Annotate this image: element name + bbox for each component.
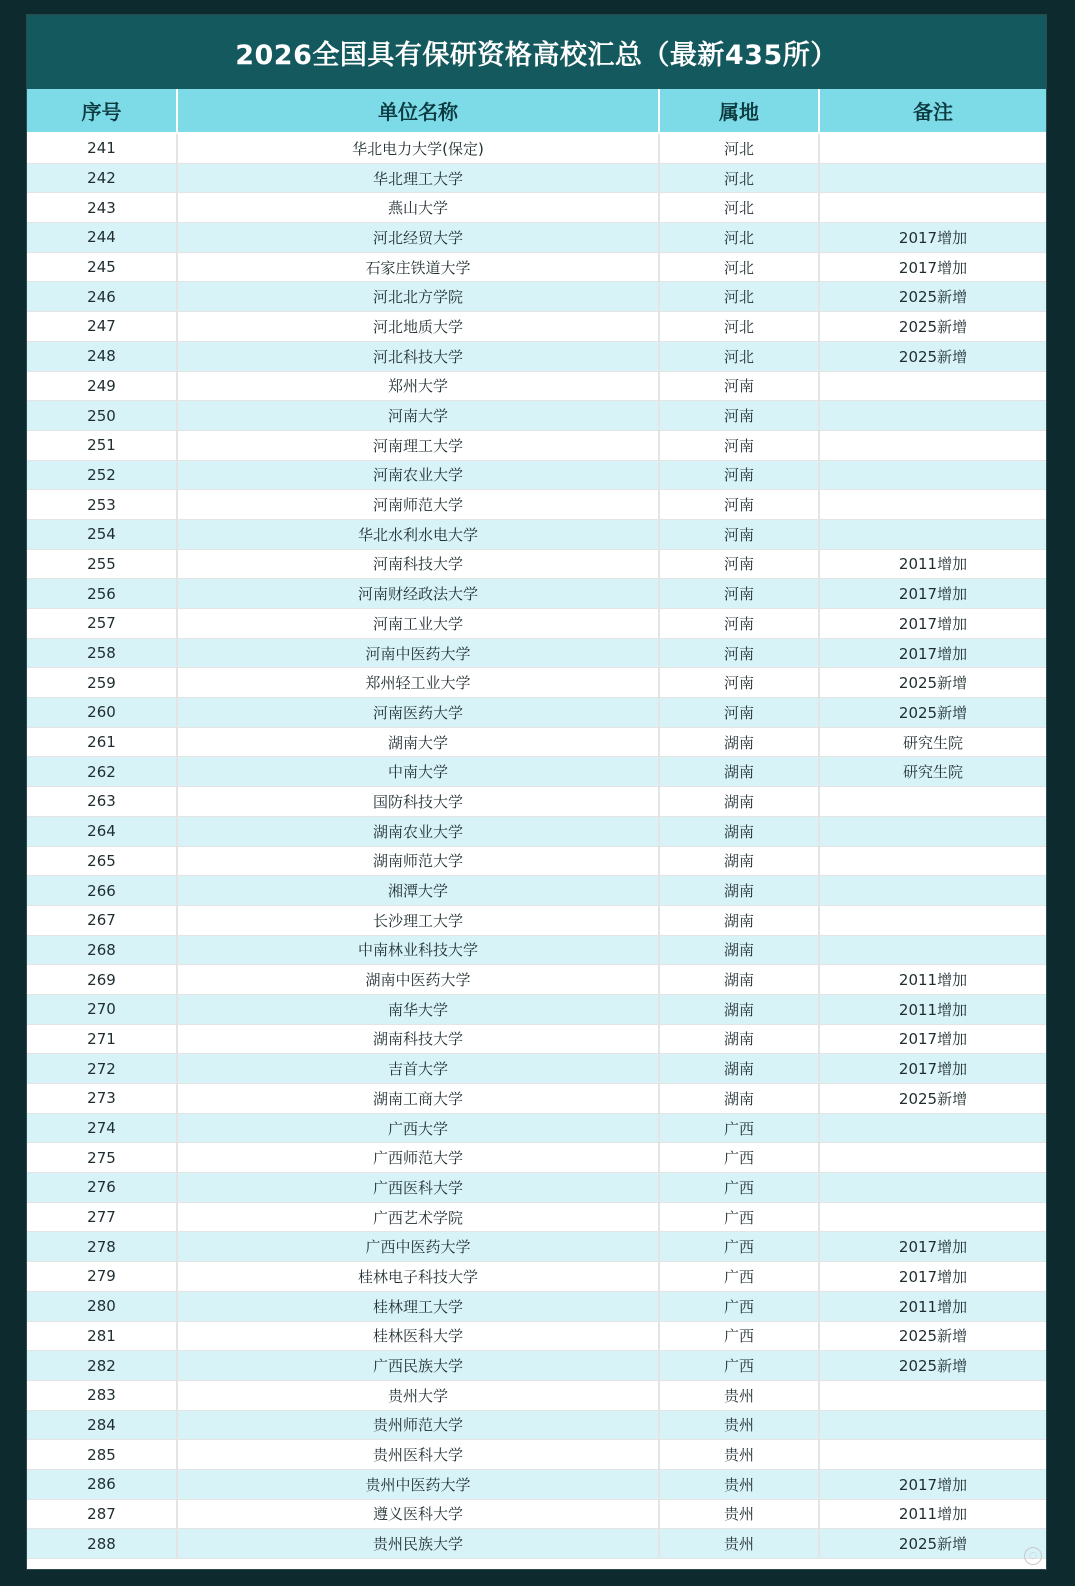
cell-note: 2017增加	[819, 223, 1046, 253]
cell-name: 贵州中医药大学	[177, 1469, 659, 1499]
cell-index: 244	[27, 223, 177, 253]
cell-region: 河南	[659, 401, 819, 431]
cell-note: 2017增加	[819, 1232, 1046, 1262]
cell-region: 河南	[659, 609, 819, 639]
table-row	[27, 1469, 1046, 1499]
cell-region: 河北	[659, 163, 819, 193]
cell-index: 282	[27, 1351, 177, 1381]
table-card	[26, 14, 1047, 1570]
cell-index: 257	[27, 609, 177, 639]
cell-note: 2017增加	[819, 1054, 1046, 1084]
cell-note	[819, 1173, 1046, 1203]
table-row	[27, 609, 1046, 639]
table-row	[27, 787, 1046, 817]
cell-note	[819, 371, 1046, 401]
cell-note	[819, 1410, 1046, 1440]
table-row	[27, 312, 1046, 342]
cell-note: 2025新增	[819, 312, 1046, 342]
cell-index: 254	[27, 519, 177, 549]
table-row	[27, 1410, 1046, 1440]
cell-note	[819, 490, 1046, 520]
cell-note: 2011增加	[819, 1499, 1046, 1529]
cell-index: 241	[27, 133, 177, 163]
cell-index: 261	[27, 727, 177, 757]
cell-name: 河南大学	[177, 401, 659, 431]
table-row	[27, 193, 1046, 223]
cell-note	[819, 133, 1046, 163]
cell-index: 279	[27, 1262, 177, 1292]
cell-region: 河北	[659, 223, 819, 253]
cell-note: 2025新增	[819, 282, 1046, 312]
table-row	[27, 1440, 1046, 1470]
cell-region: 河南	[659, 698, 819, 728]
cell-index: 287	[27, 1499, 177, 1529]
cell-region: 湖南	[659, 727, 819, 757]
cell-note: 2017增加	[819, 1024, 1046, 1054]
cell-region: 广西	[659, 1113, 819, 1143]
cell-name: 河南医药大学	[177, 698, 659, 728]
cell-name: 河南中医药大学	[177, 638, 659, 668]
cell-region: 湖南	[659, 965, 819, 995]
table-row	[27, 1054, 1046, 1084]
table-row	[27, 1113, 1046, 1143]
cell-index: 284	[27, 1410, 177, 1440]
table-row	[27, 1202, 1046, 1232]
cell-name: 遵义医科大学	[177, 1499, 659, 1529]
cell-note: 2011增加	[819, 1291, 1046, 1321]
cell-note: 2011增加	[819, 994, 1046, 1024]
cell-index: 267	[27, 905, 177, 935]
cell-index: 272	[27, 1054, 177, 1084]
cell-note	[819, 1143, 1046, 1173]
table-row	[27, 876, 1046, 906]
cell-name: 湖南工商大学	[177, 1084, 659, 1114]
table-body	[27, 133, 1046, 1559]
cell-index: 242	[27, 163, 177, 193]
cell-note: 2017增加	[819, 1469, 1046, 1499]
cell-note: 2025新增	[819, 1321, 1046, 1351]
cell-name: 湖南师范大学	[177, 846, 659, 876]
cell-region: 湖南	[659, 1024, 819, 1054]
cell-name: 河南农业大学	[177, 460, 659, 490]
table-row	[27, 163, 1046, 193]
table-row	[27, 1529, 1046, 1559]
cell-note	[819, 460, 1046, 490]
cell-index: 246	[27, 282, 177, 312]
cell-name: 广西艺术学院	[177, 1202, 659, 1232]
cell-index: 263	[27, 787, 177, 817]
cell-note	[819, 163, 1046, 193]
cell-note	[819, 905, 1046, 935]
schools-table	[27, 89, 1046, 1559]
table-row	[27, 282, 1046, 312]
cell-region: 广西	[659, 1202, 819, 1232]
cell-note: 2017增加	[819, 579, 1046, 609]
cell-region: 广西	[659, 1321, 819, 1351]
cell-region: 河南	[659, 668, 819, 698]
table-row	[27, 371, 1046, 401]
table-row	[27, 698, 1046, 728]
cell-name: 河南财经政法大学	[177, 579, 659, 609]
cell-region: 河北	[659, 193, 819, 223]
cell-index: 273	[27, 1084, 177, 1114]
cell-region: 河北	[659, 133, 819, 163]
cell-index: 271	[27, 1024, 177, 1054]
cell-name: 河南理工大学	[177, 430, 659, 460]
cell-index: 285	[27, 1440, 177, 1470]
cell-name: 华北理工大学	[177, 163, 659, 193]
cell-index: 266	[27, 876, 177, 906]
cell-note	[819, 935, 1046, 965]
watermark-icon: ◌	[1024, 1547, 1042, 1565]
cell-name: 桂林电子科技大学	[177, 1262, 659, 1292]
cell-region: 河南	[659, 430, 819, 460]
cell-index: 259	[27, 668, 177, 698]
table-row	[27, 1143, 1046, 1173]
table-row	[27, 846, 1046, 876]
cell-region: 河北	[659, 282, 819, 312]
cell-name: 广西大学	[177, 1113, 659, 1143]
cell-note: 2025新增	[819, 1351, 1046, 1381]
cell-name: 长沙理工大学	[177, 905, 659, 935]
table-row	[27, 994, 1046, 1024]
cell-note	[819, 846, 1046, 876]
cell-note	[819, 401, 1046, 431]
cell-region: 河南	[659, 638, 819, 668]
cell-region: 广西	[659, 1232, 819, 1262]
cell-name: 吉首大学	[177, 1054, 659, 1084]
cell-note: 2017增加	[819, 609, 1046, 639]
cell-region: 河北	[659, 312, 819, 342]
cell-note: 研究生院	[819, 727, 1046, 757]
cell-name: 华北电力大学(保定)	[177, 133, 659, 163]
table-row	[27, 430, 1046, 460]
cell-index: 280	[27, 1291, 177, 1321]
cell-region: 湖南	[659, 876, 819, 906]
cell-name: 河南科技大学	[177, 549, 659, 579]
cell-index: 260	[27, 698, 177, 728]
table-row	[27, 460, 1046, 490]
table-row	[27, 252, 1046, 282]
cell-index: 288	[27, 1529, 177, 1559]
cell-region: 河南	[659, 579, 819, 609]
header-note: 备注	[819, 89, 1046, 133]
cell-index: 265	[27, 846, 177, 876]
table-row	[27, 1084, 1046, 1114]
table-row	[27, 579, 1046, 609]
cell-region: 湖南	[659, 994, 819, 1024]
header-region: 属地	[659, 89, 819, 133]
cell-region: 河南	[659, 371, 819, 401]
cell-name: 河南师范大学	[177, 490, 659, 520]
cell-region: 贵州	[659, 1529, 819, 1559]
cell-region: 湖南	[659, 905, 819, 935]
cell-region: 贵州	[659, 1440, 819, 1470]
table-row	[27, 1499, 1046, 1529]
header-index: 序号	[27, 89, 177, 133]
cell-region: 河北	[659, 252, 819, 282]
cell-region: 河南	[659, 490, 819, 520]
cell-note	[819, 787, 1046, 817]
cell-index: 252	[27, 460, 177, 490]
table-row	[27, 401, 1046, 431]
table-row	[27, 935, 1046, 965]
cell-note: 2025新增	[819, 698, 1046, 728]
cell-region: 湖南	[659, 846, 819, 876]
table-row	[27, 1321, 1046, 1351]
cell-region: 贵州	[659, 1499, 819, 1529]
cell-region: 广西	[659, 1173, 819, 1203]
cell-name: 贵州大学	[177, 1380, 659, 1410]
cell-name: 湖南科技大学	[177, 1024, 659, 1054]
cell-note	[819, 1113, 1046, 1143]
cell-note: 2011增加	[819, 965, 1046, 995]
cell-name: 河北北方学院	[177, 282, 659, 312]
table-row	[27, 490, 1046, 520]
cell-index: 243	[27, 193, 177, 223]
cell-region: 湖南	[659, 816, 819, 846]
cell-index: 281	[27, 1321, 177, 1351]
cell-name: 广西民族大学	[177, 1351, 659, 1381]
cell-index: 247	[27, 312, 177, 342]
cell-note	[819, 193, 1046, 223]
header-name: 单位名称	[177, 89, 659, 133]
cell-region: 湖南	[659, 935, 819, 965]
cell-note	[819, 430, 1046, 460]
page-title: 2026全国具有保研资格高校汇总（最新435所）	[27, 15, 1046, 89]
table-row	[27, 638, 1046, 668]
cell-region: 湖南	[659, 787, 819, 817]
header-row	[27, 89, 1046, 133]
cell-region: 贵州	[659, 1410, 819, 1440]
cell-region: 河南	[659, 460, 819, 490]
cell-name: 燕山大学	[177, 193, 659, 223]
table-row	[27, 1232, 1046, 1262]
cell-index: 258	[27, 638, 177, 668]
cell-region: 贵州	[659, 1380, 819, 1410]
cell-name: 南华大学	[177, 994, 659, 1024]
cell-region: 河北	[659, 341, 819, 371]
cell-note: 2017增加	[819, 638, 1046, 668]
table-row	[27, 1291, 1046, 1321]
cell-note	[819, 816, 1046, 846]
cell-name: 桂林医科大学	[177, 1321, 659, 1351]
cell-region: 广西	[659, 1351, 819, 1381]
table-row	[27, 549, 1046, 579]
cell-region: 湖南	[659, 1054, 819, 1084]
table-row	[27, 668, 1046, 698]
cell-region: 贵州	[659, 1469, 819, 1499]
table-row	[27, 1351, 1046, 1381]
cell-index: 275	[27, 1143, 177, 1173]
cell-name: 河北科技大学	[177, 341, 659, 371]
cell-index: 250	[27, 401, 177, 431]
table-row	[27, 727, 1046, 757]
cell-note: 2017增加	[819, 252, 1046, 282]
table-row	[27, 341, 1046, 371]
cell-name: 广西中医药大学	[177, 1232, 659, 1262]
table-row	[27, 223, 1046, 253]
cell-note	[819, 1380, 1046, 1410]
cell-name: 贵州民族大学	[177, 1529, 659, 1559]
cell-region: 河南	[659, 519, 819, 549]
cell-note: 2025新增	[819, 1529, 1046, 1559]
table-row	[27, 757, 1046, 787]
cell-name: 湖南大学	[177, 727, 659, 757]
cell-index: 256	[27, 579, 177, 609]
cell-name: 湘潭大学	[177, 876, 659, 906]
cell-index: 270	[27, 994, 177, 1024]
table-row	[27, 1024, 1046, 1054]
cell-note	[819, 1202, 1046, 1232]
cell-name: 华北水利水电大学	[177, 519, 659, 549]
cell-index: 245	[27, 252, 177, 282]
table-row	[27, 133, 1046, 163]
cell-index: 268	[27, 935, 177, 965]
cell-name: 湖南农业大学	[177, 816, 659, 846]
cell-index: 274	[27, 1113, 177, 1143]
cell-note	[819, 1440, 1046, 1470]
cell-note	[819, 876, 1046, 906]
cell-index: 283	[27, 1380, 177, 1410]
table-row	[27, 965, 1046, 995]
table-row	[27, 1262, 1046, 1292]
cell-index: 276	[27, 1173, 177, 1203]
table-row	[27, 905, 1046, 935]
cell-index: 249	[27, 371, 177, 401]
table-row	[27, 519, 1046, 549]
cell-region: 广西	[659, 1291, 819, 1321]
cell-note: 研究生院	[819, 757, 1046, 787]
cell-name: 中南大学	[177, 757, 659, 787]
cell-name: 广西师范大学	[177, 1143, 659, 1173]
cell-index: 253	[27, 490, 177, 520]
cell-index: 248	[27, 341, 177, 371]
table-row	[27, 1380, 1046, 1410]
cell-name: 湖南中医药大学	[177, 965, 659, 995]
cell-name: 石家庄铁道大学	[177, 252, 659, 282]
cell-index: 286	[27, 1469, 177, 1499]
cell-region: 广西	[659, 1262, 819, 1292]
cell-region: 广西	[659, 1143, 819, 1173]
cell-name: 河南工业大学	[177, 609, 659, 639]
cell-name: 贵州医科大学	[177, 1440, 659, 1470]
cell-index: 269	[27, 965, 177, 995]
cell-name: 河北地质大学	[177, 312, 659, 342]
cell-note	[819, 519, 1046, 549]
cell-name: 国防科技大学	[177, 787, 659, 817]
cell-index: 251	[27, 430, 177, 460]
cell-name: 河北经贸大学	[177, 223, 659, 253]
cell-name: 郑州大学	[177, 371, 659, 401]
cell-index: 277	[27, 1202, 177, 1232]
cell-index: 255	[27, 549, 177, 579]
cell-note: 2025新增	[819, 668, 1046, 698]
cell-note: 2011增加	[819, 549, 1046, 579]
cell-note: 2025新增	[819, 341, 1046, 371]
cell-name: 桂林理工大学	[177, 1291, 659, 1321]
cell-region: 河南	[659, 549, 819, 579]
cell-name: 广西医科大学	[177, 1173, 659, 1203]
cell-name: 中南林业科技大学	[177, 935, 659, 965]
cell-name: 贵州师范大学	[177, 1410, 659, 1440]
table-row	[27, 816, 1046, 846]
cell-name: 郑州轻工业大学	[177, 668, 659, 698]
cell-region: 湖南	[659, 1084, 819, 1114]
cell-index: 262	[27, 757, 177, 787]
table-row	[27, 1173, 1046, 1203]
cell-index: 278	[27, 1232, 177, 1262]
cell-index: 264	[27, 816, 177, 846]
cell-region: 湖南	[659, 757, 819, 787]
cell-note: 2025新增	[819, 1084, 1046, 1114]
cell-note: 2017增加	[819, 1262, 1046, 1292]
